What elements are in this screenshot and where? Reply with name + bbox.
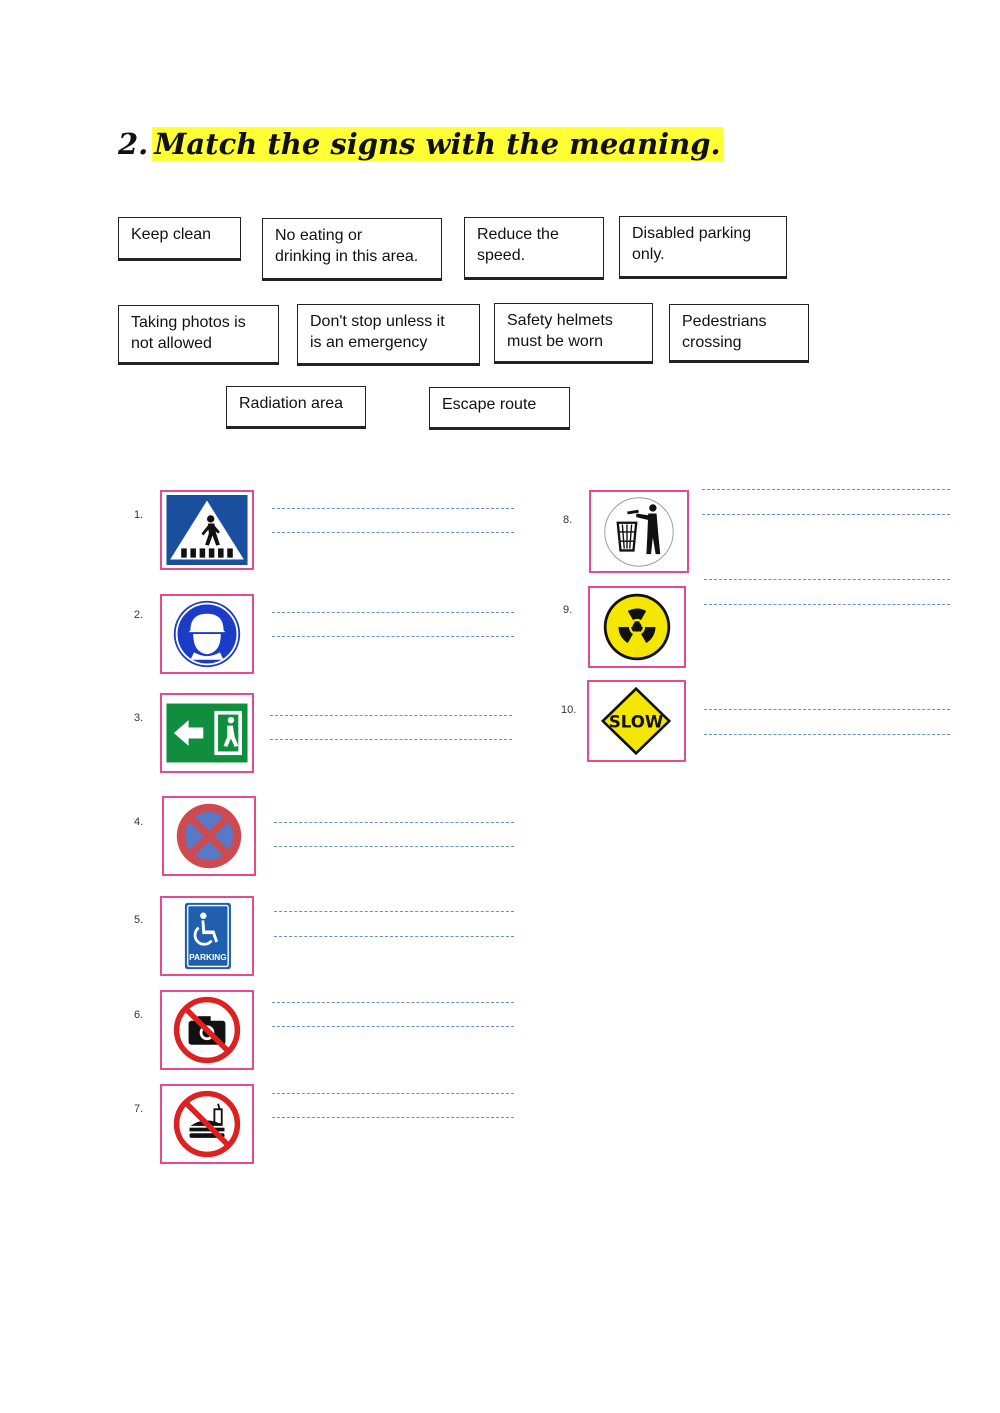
word-box-reduce-speed: Reduce the speed.: [464, 217, 604, 278]
sign-frame-5: [160, 896, 254, 976]
answer-line-8a[interactable]: [702, 489, 950, 490]
answer-line-6b[interactable]: [272, 1026, 514, 1027]
word-box-dont-stop: Don't stop unless it is an emergency: [297, 304, 480, 364]
worksheet-title: [118, 122, 723, 166]
sign-number-1: 1.: [134, 509, 144, 521]
answer-line-5b[interactable]: [274, 936, 514, 937]
word-box-keep-clean: Keep clean: [118, 217, 241, 259]
answer-line-7b[interactable]: [272, 1117, 514, 1118]
radiation-icon: [593, 591, 681, 663]
disabled-parking-icon: [165, 901, 249, 971]
word-box-no-photos: Taking photos is not allowed: [118, 305, 279, 363]
emergency-exit-icon: [165, 698, 249, 768]
title-text: Match the signs with the meaning.: [154, 127, 721, 161]
sign-frame-9: [588, 586, 686, 668]
sign-frame-3: [160, 693, 254, 773]
word-box-safety-helmets: Safety helmets must be worn: [494, 303, 653, 362]
sign-number-10: 10.: [561, 704, 577, 716]
word-box-escape: Escape route: [429, 387, 570, 428]
answer-line-8b[interactable]: [702, 514, 950, 515]
title-number: 2.: [118, 127, 149, 161]
sign-frame-7: [160, 1084, 254, 1164]
sign-frame-2: [160, 594, 254, 674]
answer-line-2b[interactable]: [272, 636, 514, 637]
no-food-icon: [165, 1089, 249, 1159]
slow-sign-icon: [592, 685, 681, 757]
word-box-pedestrians: Pedestrians crossing: [669, 304, 809, 361]
sign-frame-6: [160, 990, 254, 1070]
answer-line-1b[interactable]: [272, 532, 514, 533]
answer-line-7a[interactable]: [272, 1093, 514, 1094]
sign-number-8: 8.: [563, 514, 573, 526]
sign-frame-10: [587, 680, 686, 762]
answer-line-2a[interactable]: [272, 612, 514, 613]
answer-line-5a[interactable]: [274, 911, 514, 912]
litter-bin-icon: [594, 495, 684, 568]
word-box-disabled-parking: Disabled parking only.: [619, 216, 787, 277]
answer-line-4b[interactable]: [274, 846, 514, 847]
answer-line-10b[interactable]: [704, 734, 950, 735]
sign-frame-8: [589, 490, 689, 573]
word-box-no-eating: No eating or drinking in this area.: [262, 218, 442, 279]
pedestrian-crossing-icon: [165, 495, 249, 565]
sign-number-4: 4.: [134, 816, 144, 828]
safety-helmet-icon: [165, 599, 249, 669]
answer-line-3a[interactable]: [270, 715, 512, 716]
sign-number-5: 5.: [134, 914, 144, 926]
no-stopping-icon: [167, 801, 251, 871]
answer-line-10a[interactable]: [704, 709, 950, 710]
sign-number-2: 2.: [134, 609, 144, 621]
answer-line-4a[interactable]: [274, 822, 514, 823]
word-box-radiation: Radiation area: [226, 386, 366, 427]
answer-line-3b[interactable]: [270, 739, 512, 740]
no-camera-icon: [165, 995, 249, 1065]
answer-line-9b[interactable]: [704, 604, 950, 605]
sign-frame-1: [160, 490, 254, 570]
slow-sign-text: SLOW: [608, 712, 664, 732]
sign-number-9: 9.: [563, 604, 573, 616]
sign-frame-4: [162, 796, 256, 876]
answer-line-1a[interactable]: [272, 508, 514, 509]
sign-number-6: 6.: [134, 1009, 144, 1021]
parking-sign-text: PARKING: [189, 952, 227, 962]
sign-number-7: 7.: [134, 1103, 144, 1115]
answer-line-9a[interactable]: [704, 579, 950, 580]
answer-line-6a[interactable]: [272, 1002, 514, 1003]
sign-number-3: 3.: [134, 712, 144, 724]
